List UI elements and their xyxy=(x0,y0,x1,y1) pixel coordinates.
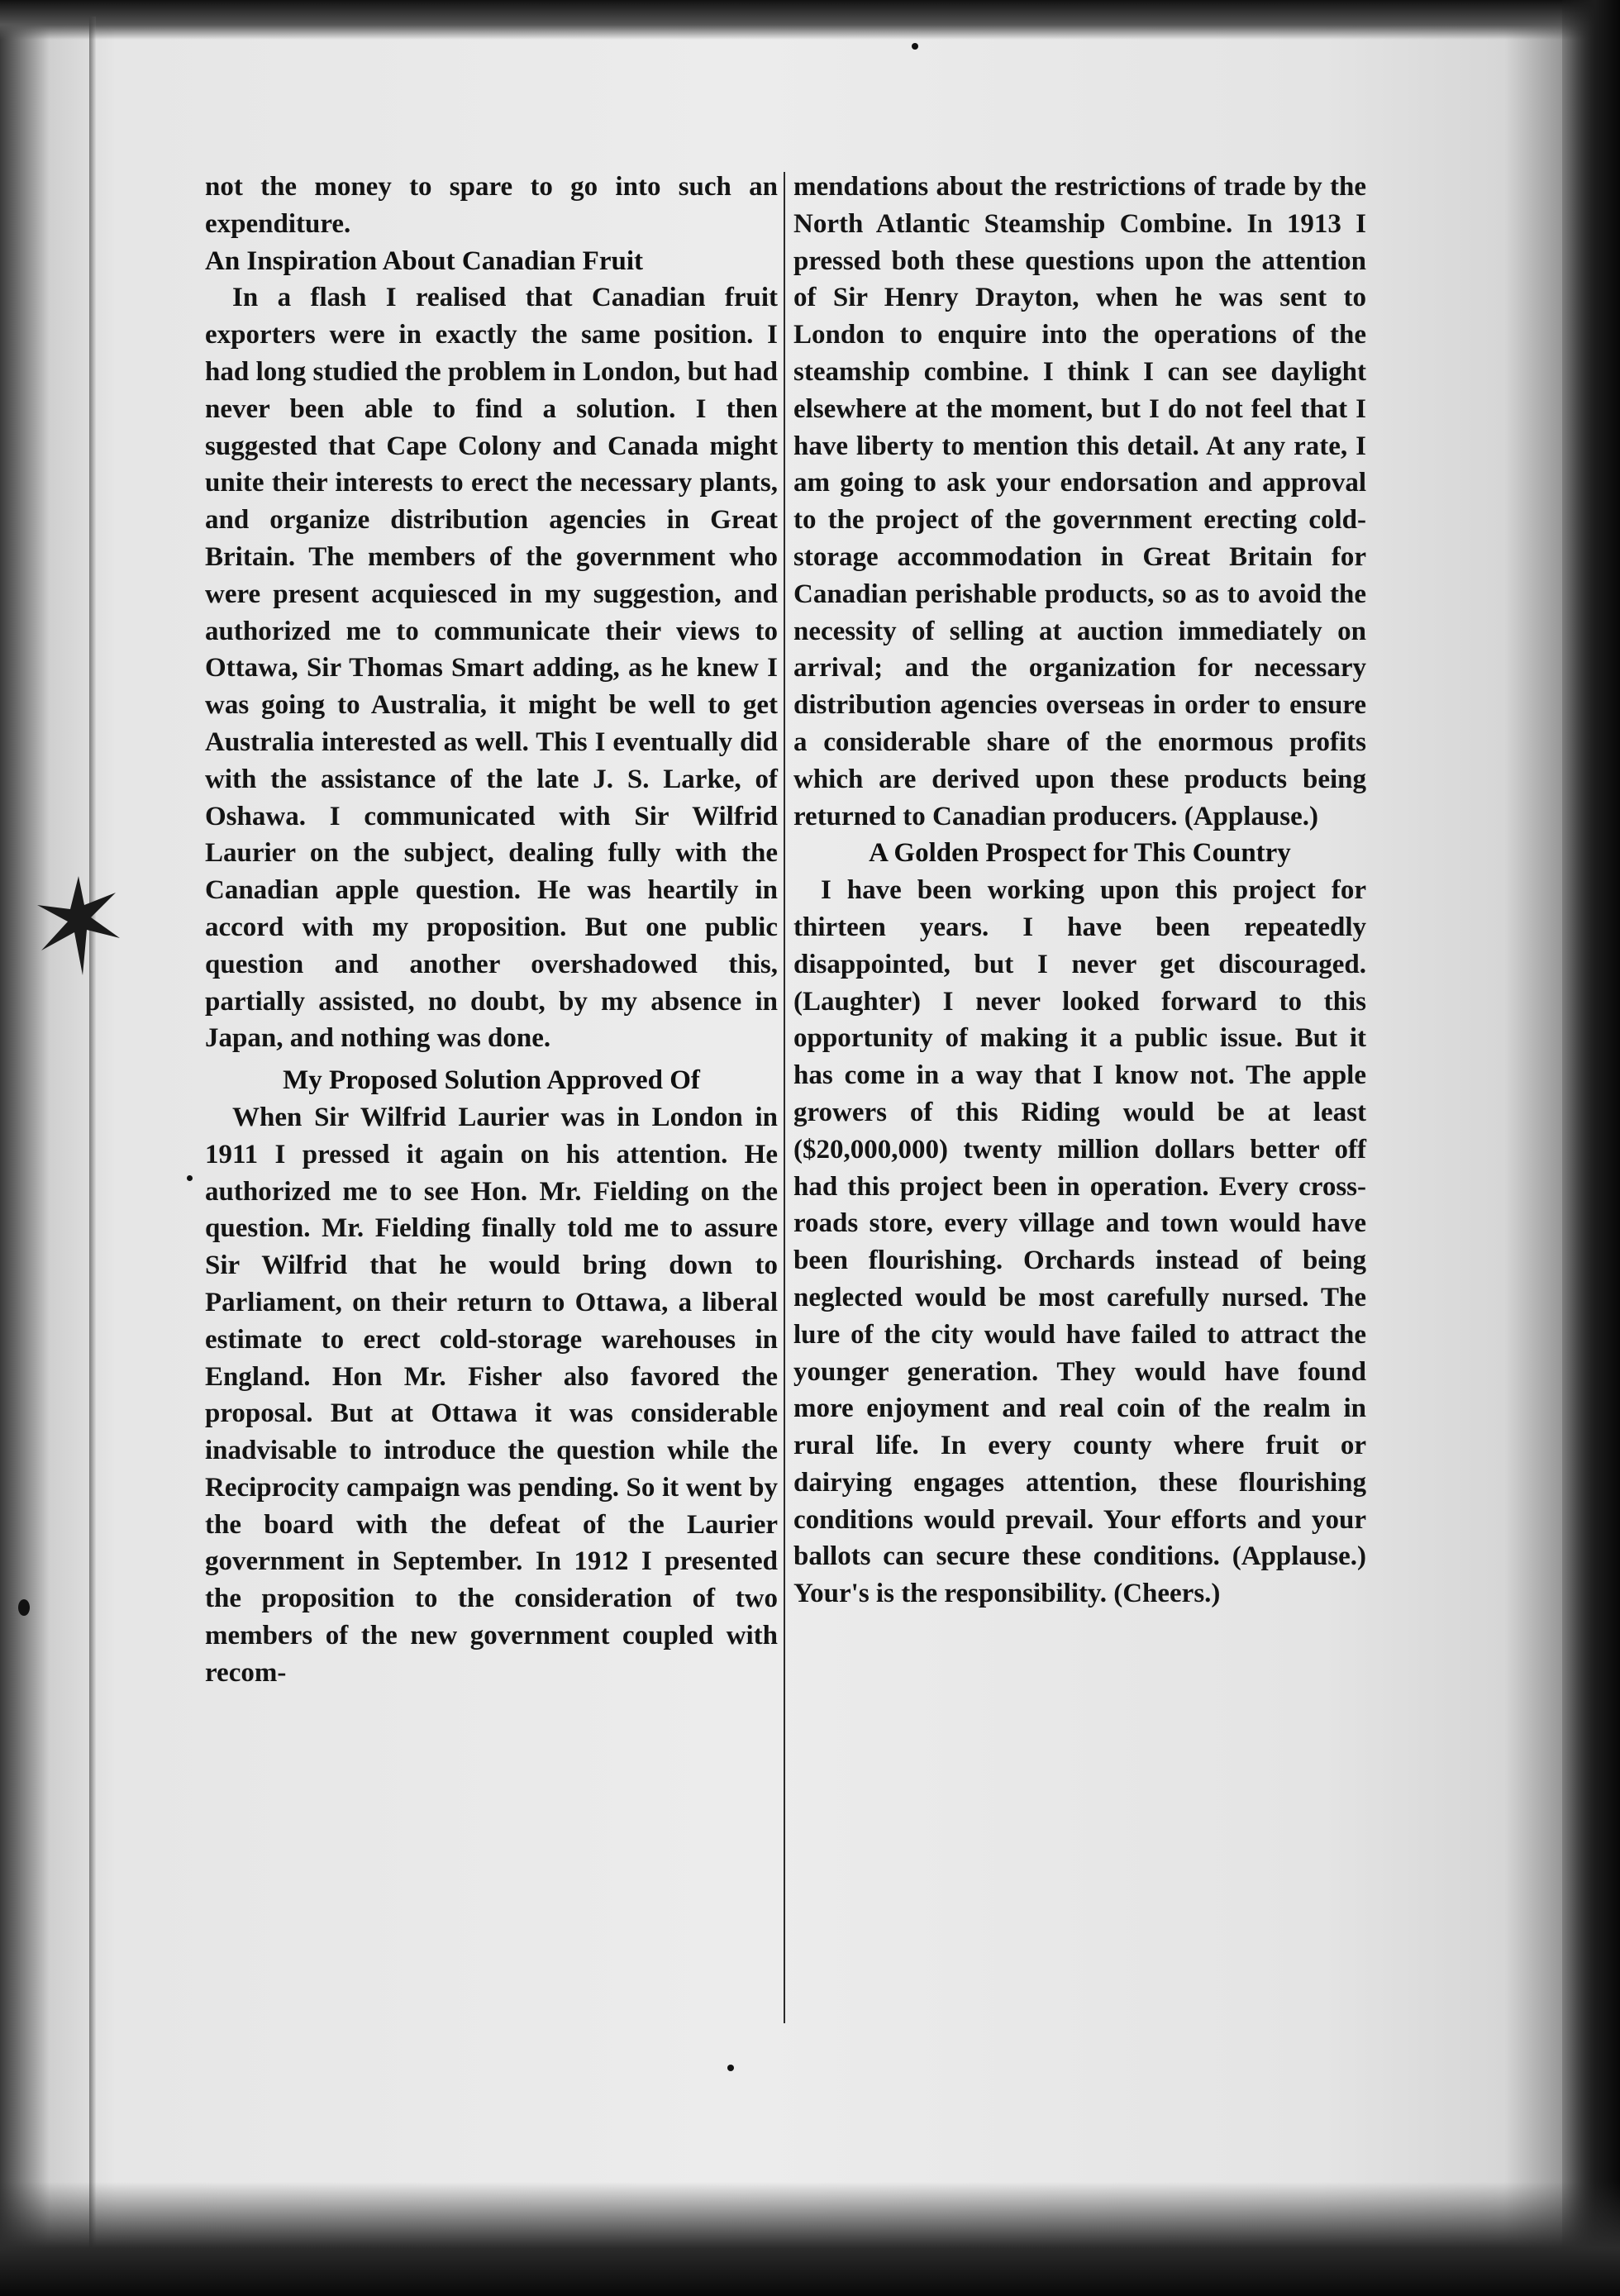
left-column xyxy=(205,169,778,1692)
ink-speck xyxy=(187,1175,193,1181)
page-fold-shadow xyxy=(89,17,96,2248)
ink-speck xyxy=(912,43,918,50)
ink-speck xyxy=(18,1599,30,1616)
section-heading: My Proposed Solution Approved Of xyxy=(283,1065,700,1096)
paragraph: not the money to spare to go into such an expenditure. xyxy=(205,172,778,239)
paragraph: In a flash I realised that Canadian fruit exporters were in exactly the same position. I had long studied the problem in London, but had never been able to find a solution. I then suggested that Cape Colony and Canada might unite their interests to erect the necessary plants, and organize distribution agencies in Great Britain. The members of the government who were present acquiesced in my suggestion, and authorized me to communicate their views to Ottawa, Sir Thomas Smart adding, as he knew I was going to Australia, it might be well to get Australia interested as well. This I eventually did with the assistance of the late J. S. Larke, of Oshawa. I communicated with Sir Wilfrid Laurier on the subject, dealing fully with the Canadian apple question. He was heartily in accord with my proposition. But one public question and another overshadowed this, partially assisted, no doubt, by my absence in Japan, and nothing was done. xyxy=(205,283,778,1054)
paragraph: mendations about the restrictions of trade by the North Atlantic Steamship Combine. In 1913 I pressed both these questions upon the attention of Sir Henry Drayton, when he was sent to London to enquire into the operations of the steamship combine. I think I can see daylight elsewhere at the moment, but I do not feel that I have liberty to mention this detail. At any rate, I am going to ask your endorsation and approval to the project of the government erecting cold-storage accommodation in Great Britain for Canadian perishable products, so as to avoid the necessity of selling at auction immediately on arrival; and the organization for necessary distribution agencies overseas in order to ensure a considerable share of the enormous profits which are derived upon these products being returned to Canadian producers. (Applause.) xyxy=(793,172,1366,831)
scan-bottom-shadow xyxy=(0,2182,1620,2296)
column-divider xyxy=(784,172,785,2023)
scan-top-shadow xyxy=(0,0,1620,40)
paragraph: When Sir Wilfrid Laurier was in London in 1911 I pressed it again on his attention. He authorized me to see Hon. Mr. Fielding on the question. Mr. Fielding finally told me to assure Sir Wilfrid that he would bring down to Parliament, on their return to Ottawa, a liberal estimate to erect cold-storage warehouses in England. Hon Mr. Fisher also favored the proposal. But at Ottawa it was considerable inadvisable to introduce the question while the Reciprocity campaign was pending. So it went by the board with the defeat of the Laurier government in September. In 1912 I presented the proposition to the consideration of two members of the new government coupled with recom- xyxy=(205,1102,778,1688)
right-column xyxy=(793,169,1366,1612)
scan-right-edge xyxy=(1562,0,1620,2296)
ink-blot-mark xyxy=(33,860,124,984)
paragraph: I have been working upon this project for thirteen years. I have been repeatedly disappointed, but I never get discouraged. (Laughter) I never looked forward to this opportunity of making it a public issue. But it has come in a way that I know not. The apple growers of this Riding would be at least ($20,000,000) twenty million dollars better off had this project been in operation. Every cross-roads store, every village and town would have been flourishing. Orchards instead of being neglected would be most carefully nursed. The lure of the city would have failed to attract the younger generation. They would have found more enjoyment and real coin of the realm in rural life. In every county where fruit or dairying engages attention, these flourishing conditions would prevail. Your efforts and your ballots can secure these conditions. (Applause.) Your's is the responsibility. (Cheers.) xyxy=(793,875,1366,1609)
section-heading: An Inspiration About Canadian Fruit xyxy=(205,245,643,276)
section-heading: A Golden Prospect for This Country xyxy=(869,838,1291,869)
ink-speck xyxy=(727,2065,734,2071)
